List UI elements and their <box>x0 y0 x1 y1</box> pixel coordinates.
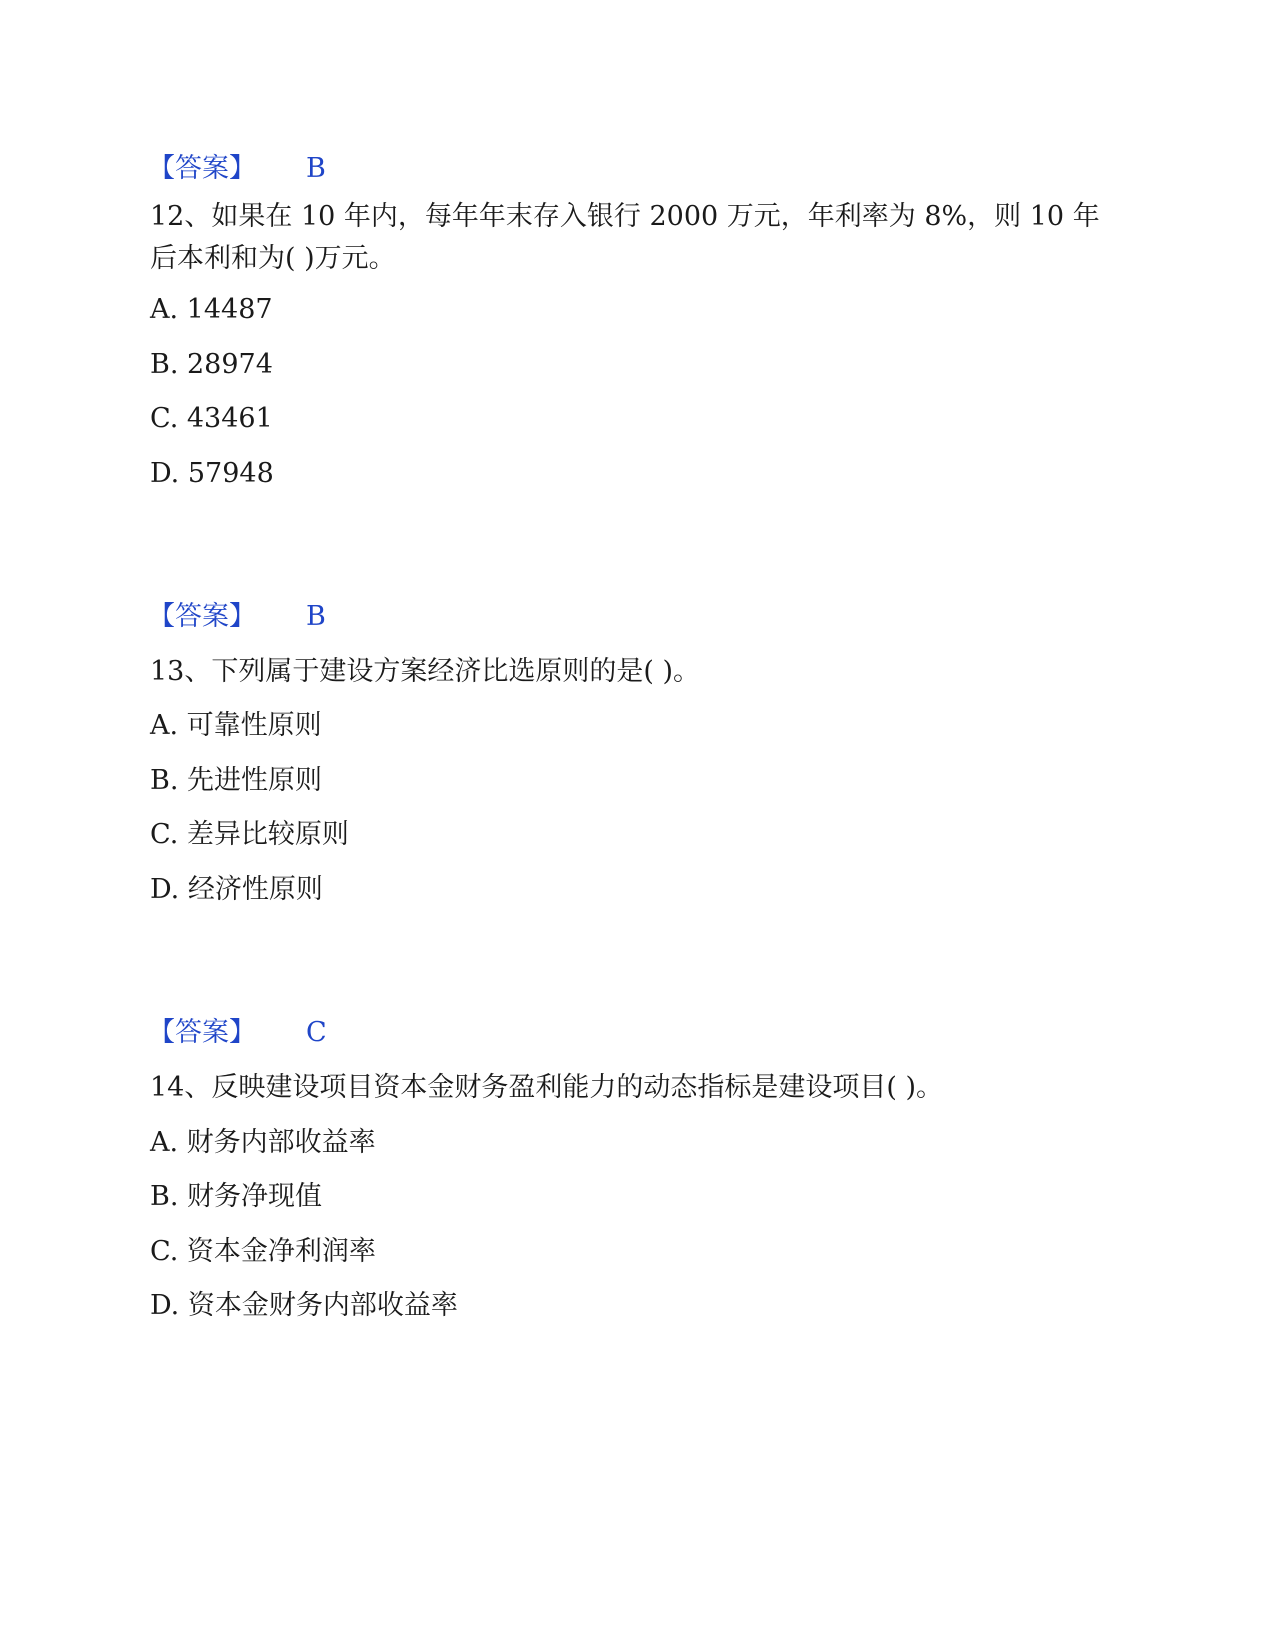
question-12-option-a: A. 14487 <box>150 294 273 325</box>
question-12-text: 12、如果在 10 年内，每年年末存入银行 2000 万元，年利率为 8%，则 10 年后本利和为( )万元。 <box>150 201 1100 274</box>
answer-value: B <box>306 153 326 184</box>
answer-value: C <box>306 1017 327 1048</box>
answer-line <box>148 1013 327 1053</box>
question-14-option-b: B. 财务净现值 <box>150 1181 323 1212</box>
question-14-option-a: A. 财务内部收益率 <box>150 1127 376 1158</box>
question-13-text: 13、下列属于建设方案经济比选原则的是( )。 <box>150 656 701 687</box>
question-12-option-d: D. 57948 <box>150 458 274 489</box>
question-14-option-d: D. 资本金财务内部收益率 <box>150 1290 458 1321</box>
answer-label: 【答案】 <box>148 601 256 632</box>
question-14-text: 14、反映建设项目资本金财务盈利能力的动态指标是建设项目( )。 <box>150 1072 944 1103</box>
question-13-option-d: D. 经济性原则 <box>150 874 323 905</box>
answer-line <box>148 597 326 637</box>
answer-label: 【答案】 <box>148 153 256 184</box>
question-13-option-b: B. 先进性原则 <box>150 765 323 796</box>
answer-label: 【答案】 <box>148 1017 256 1048</box>
question-13-option-c: C. 差异比较原则 <box>150 819 349 850</box>
question-12-option-b: B. 28974 <box>150 349 273 380</box>
question-13-option-a: A. 可靠性原则 <box>150 710 322 741</box>
question-12-option-c: C. 43461 <box>150 403 273 434</box>
answer-line <box>148 149 326 189</box>
answer-value: B <box>306 601 326 632</box>
question-14-option-c: C. 资本金净利润率 <box>150 1236 376 1267</box>
